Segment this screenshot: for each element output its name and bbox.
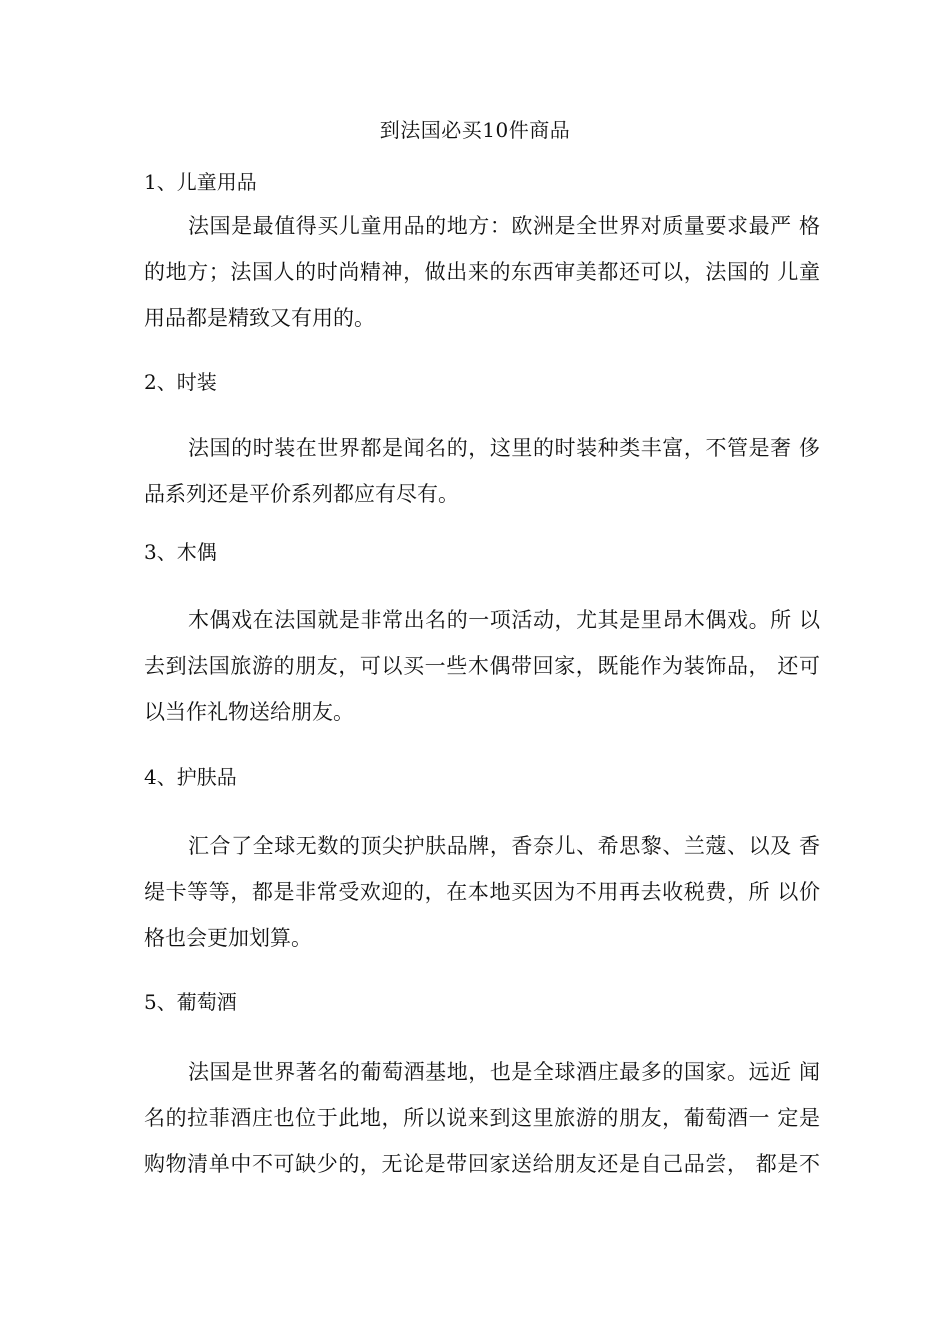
section-paragraph-3: [144, 597, 820, 735]
paragraph-line: 用品都是精致又有用的。: [144, 306, 375, 330]
paragraph-line: 法国是最值得买儿童用品的地方：欧洲是全世界对质量要求最严 格: [188, 214, 820, 238]
paragraph-line: 去到法国旅游的朋友，可以买一些木偶带回家，既能作为装饰品， 还可: [144, 654, 820, 678]
paragraph-line: 法国的时装在世界都是闻名的，这里的时装种类丰富，不管是奢 侈: [188, 436, 820, 460]
section-paragraph-1: [144, 203, 820, 341]
paragraph-line: 的地方；法国人的时尚精神，做出来的东西审美都还可以，法国的 儿童: [144, 260, 820, 284]
paragraph-line: 格也会更加划算。: [144, 926, 312, 950]
section-heading-3: 3、木偶: [144, 540, 217, 564]
page-title: 到法国必买10件商品: [379, 118, 571, 142]
paragraph-line: 名的拉菲酒庄也位于此地，所以说来到这里旅游的朋友，葡萄酒一 定是: [144, 1106, 820, 1130]
paragraph-line: 品系列还是平价系列都应有尽有。: [144, 482, 459, 506]
paragraph-line: 购物清单中不可缺少的，无论是带回家送给朋友还是自己品尝， 都是不: [144, 1152, 820, 1176]
paragraph-line: 法国是世界著名的葡萄酒基地，也是全球酒庄最多的国家。远近 闻: [188, 1060, 820, 1084]
paragraph-line: 缇卡等等，都是非常受欢迎的，在本地买因为不用再去收税费，所 以价: [144, 880, 820, 904]
paragraph-line: 汇合了全球无数的顶尖护肤品牌，香奈儿、希思黎、兰蔻、以及 香: [188, 834, 820, 858]
section-paragraph-4: [144, 823, 820, 961]
paragraph-line: 以当作礼物送给朋友。: [144, 700, 354, 724]
section-heading-4: 4、护肤品: [144, 765, 237, 789]
section-paragraph-2: [144, 425, 820, 517]
section-heading-2: 2、时装: [144, 370, 217, 394]
section-heading-5: 5、葡萄酒: [144, 990, 237, 1014]
section-heading-1: 1、儿童用品: [144, 170, 257, 194]
paragraph-line: 木偶戏在法国就是非常出名的一项活动，尤其是里昂木偶戏。所 以: [188, 608, 820, 632]
section-paragraph-5: [144, 1049, 820, 1187]
